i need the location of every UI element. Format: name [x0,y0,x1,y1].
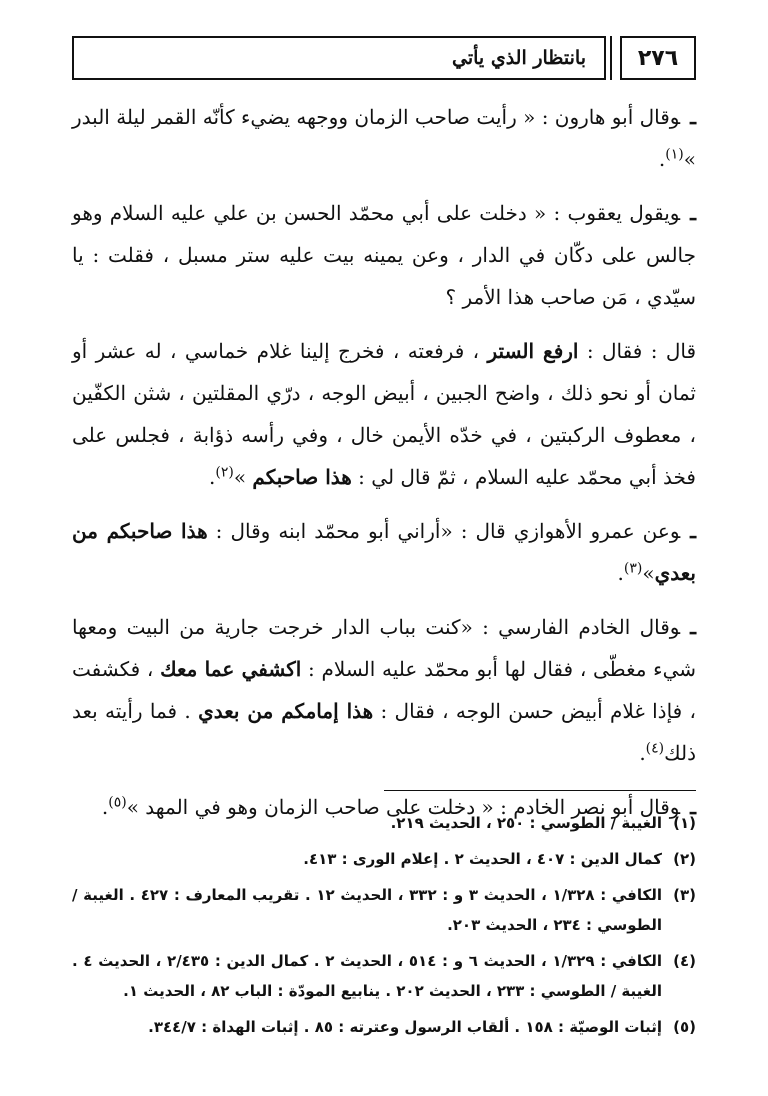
footnote-item [72,946,696,1006]
paragraph-dash: ـ [690,519,697,543]
footnote-text: الكافي : ١/٣٢٩ ، الحديث ٦ و : ٥١٤ ، الحديث ٢ . كمال الدين : ٢/٤٣٥ ، الحديث ٤ . الغيبة / الطوسي : ٢٣٣ ، الحديث ٢٠٢ . ينابيع المودّة : الباب ٨٢ ، الحديث ١. [72,952,663,1000]
bold-quote: ارفع الستر [487,339,579,363]
paragraph-dash: ـ [690,105,696,129]
text-segment: وقال الخادم الفارسي : «كنت بباب الدار خرجت جارية من البيت ومعها شيء مغطّى ، فقال لها أبو محمّد عليه السلام : [72,615,697,681]
footnote-number: (٤) [673,952,696,970]
footnote-marker[interactable]: (٤) [645,740,665,757]
text-segment: » [233,465,253,489]
paragraph-dash: ـ [690,615,696,639]
text-segment: قال : فقال : [578,339,696,363]
footnote-text: الغيبة / الطوسي : ٢٥٠ ، الحديث ٢١٩. [390,814,662,832]
paragraph-dash: ـ [690,795,696,819]
page-number: ٢٧٦ [620,36,696,80]
paragraph [72,192,696,318]
footnote-marker[interactable]: (٥) [108,794,127,811]
footnote-marker[interactable]: (١) [665,146,684,163]
footnote-marker[interactable]: (٣) [623,560,643,577]
footnote-item [72,880,696,940]
text-segment: وعن عمرو الأهوازي قال : «أراني أبو محمّد ابنه وقال : [207,519,681,543]
bold-quote: هذا إمامكم من بعدي [198,699,374,723]
page-header [72,36,696,84]
bold-quote: هذا صاحبكم [252,465,352,489]
footnote-number: (٢) [673,850,696,868]
footnote-marker[interactable]: (٢) [215,464,234,481]
paragraph-dash: ـ [690,201,696,225]
text-segment: » [642,561,655,585]
header-divider-line [610,36,612,80]
text-segment: وقال أبو نصر الخادم : « دخلت على صاحب الزمان وهو في المهد » [126,795,681,819]
running-title: بانتظار الذي يأتي [72,36,606,80]
footnote-text: كمال الدين : ٤٠٧ ، الحديث ٢ . إعلام الورى : ٤١٣. [303,850,662,868]
footnote-item [72,808,696,838]
text-segment: ، فرفعته ، فخرج إلينا غلام خماسي ، له عشر أو ثمان أو نحو ذلك ، واضح الجبين ، أبيض الوجه ، درّي المقلتين ، شثن الكفّين ، معطوف الركبتين ، في خدّه الأيمن خال ، وفي رأسه ذؤابة ، فجلس على فخذ أبي محمّد عليه السلام ، ثمّ قال لي : [72,339,696,489]
header-divider-line [604,36,606,80]
paragraph: ـوقال أبو هارون : « رأيت صاحب الزمان ووجهه يضيء كأنّه القمر ليلة البدر »$^{(١)}$. [72,105,696,171]
bold-quote: اكشفي عما معك [160,657,302,681]
footnote-text: الكافي : ١/٣٢٨ ، الحديث ٣ و : ٣٣٢ ، الحديث ١٢ . تقريب المعارف : ٤٢٧ . الغيبة / الطوسي : ٢٣٤ ، الحديث ٢٠٣. [72,886,663,934]
footnote-item [72,1012,696,1042]
footnotes [72,808,696,1048]
footnote-number: (٥) [673,1018,696,1036]
paragraph: ـوعن عمرو الأهوازي قال : «أراني أبو محمّد ابنه وقال : هذا صاحبكم من بعدي»$^{(٣)}$. [72,519,697,585]
footnote-separator [384,790,696,791]
paragraph: ـوقال الخادم الفارسي : «كنت بباب الدار خرجت جارية من البيت ومعها شيء مغطّى ، فقال لها أبو محمّد عليه السلام : اكشفي عما معك ، فكشفت ، فإذا غلام أبيض حسن الوجه ، فقال : هذا إمامكم من بعدي . فما رأيته بعد ذلك$^{(٤)}$. [72,615,697,765]
text-segment: ، فكشفت ، فإذا غلام أبيض حسن الوجه ، فقال : [72,657,696,723]
text-segment: ويقول يعقوب : « دخلت على أبي محمّد الحسن بن علي عليه السلام وهو جالس على دكّان في الدار ، وعن يمينه بيت عليه ستر مسبل ، فقلت : يا سيّدي ، مَن صاحب هذا الأمر ؟ [72,201,696,309]
bold-quote: هذا صاحبكم من بعدي [72,519,696,585]
footnote-number: (١) [673,814,696,832]
body-text [72,96,696,840]
footnote-text: إثبات الوصيّة : ١٥٨ . ألقاب الرسول وعترته : ٨٥ . إثبات الهداة : ٣٤٤/٧. [148,1018,662,1036]
footnote-number: (٣) [673,886,696,904]
paragraph: قال : فقال : ارفع الستر ، فرفعته ، فخرج إلينا غلام خماسي ، له عشر أو ثمان أو نحو ذلك ، واضح الجبين ، أبيض الوجه ، درّي المقلتين ، شثن الكفّين ، معطوف الركبتين ، في خدّه الأيمن خال ، وفي رأسه ذؤابة ، فجلس على فخذ أبي محمّد عليه السلام ، ثمّ قال لي : هذا صاحبكم »$^{(٢)}$. [72,339,696,489]
footnote-item [72,844,696,874]
text-segment: وقال أبو هارون : « رأيت صاحب الزمان ووجهه يضيء كأنّه القمر ليلة البدر » [72,105,696,171]
paragraph: ـوقال أبو نصر الخادم : « دخلت على صاحب الزمان وهو في المهد »$^{(٥)}$. [101,794,696,819]
text-segment: . فما رأيته بعد ذلك [72,699,696,765]
